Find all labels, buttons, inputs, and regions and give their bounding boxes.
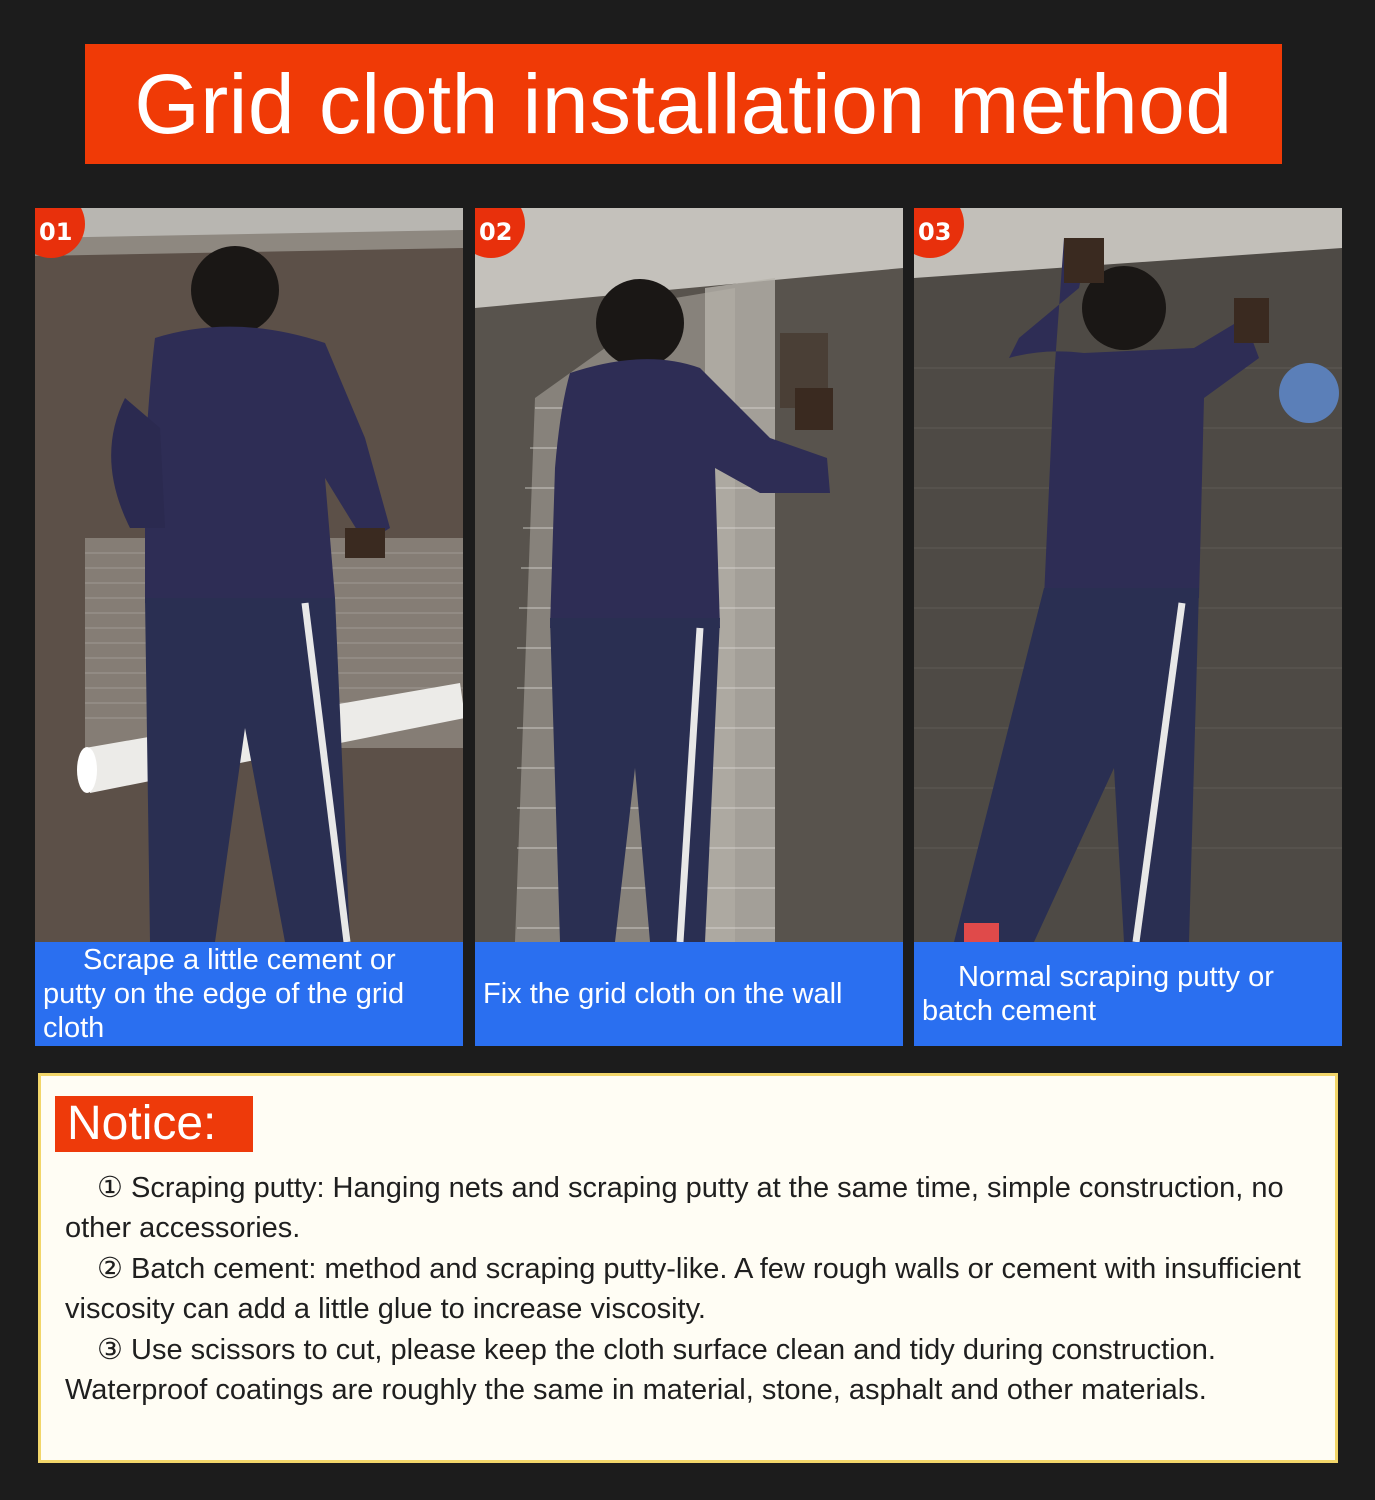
step-caption-text: Fix the grid cloth on the wall [483, 978, 843, 1010]
step-badge-02: 02 [475, 208, 525, 258]
worker-fixing-mesh-photo [475, 208, 903, 942]
step-caption-01 [35, 942, 463, 1046]
notice-item: ② Batch cement: method and scraping putty-like. A few rough walls or cement with insufficient viscosity can add a little glue to increase viscosity. [65, 1253, 1301, 1325]
step-photo-02 [475, 208, 903, 942]
notice-item: ③ Use scissors to cut, please keep the cloth surface clean and tidy during construction. Waterproof coatings are roughly the same in material, stone, asphalt and other materials. [65, 1334, 1216, 1406]
notice-list [65, 1168, 1327, 1411]
worker-plastering-photo [914, 208, 1342, 942]
worker-scraping-photo [35, 208, 463, 942]
step-caption-03 [914, 942, 1342, 1046]
notice-panel [38, 1073, 1338, 1463]
notice-label: Notice: [55, 1096, 253, 1152]
step-card-03 [914, 208, 1342, 1046]
notice-item: ① Scraping putty: Hanging nets and scraping putty at the same time, simple construction, no other accessories. [65, 1172, 1284, 1244]
step-caption-02 [475, 942, 903, 1046]
step-caption-text: Scrape a little cement or putty on the edge of the grid cloth [43, 944, 405, 1044]
page-title: Grid cloth installation method [85, 44, 1282, 164]
step-card-02 [475, 208, 903, 1046]
step-card-01 [35, 208, 463, 1046]
step-caption-text: Normal scraping putty or batch cement [922, 961, 1274, 1027]
step-badge-03: 03 [914, 208, 964, 258]
step-photo-03 [914, 208, 1342, 942]
step-photo-01 [35, 208, 463, 942]
step-badge-01: 01 [35, 208, 85, 258]
